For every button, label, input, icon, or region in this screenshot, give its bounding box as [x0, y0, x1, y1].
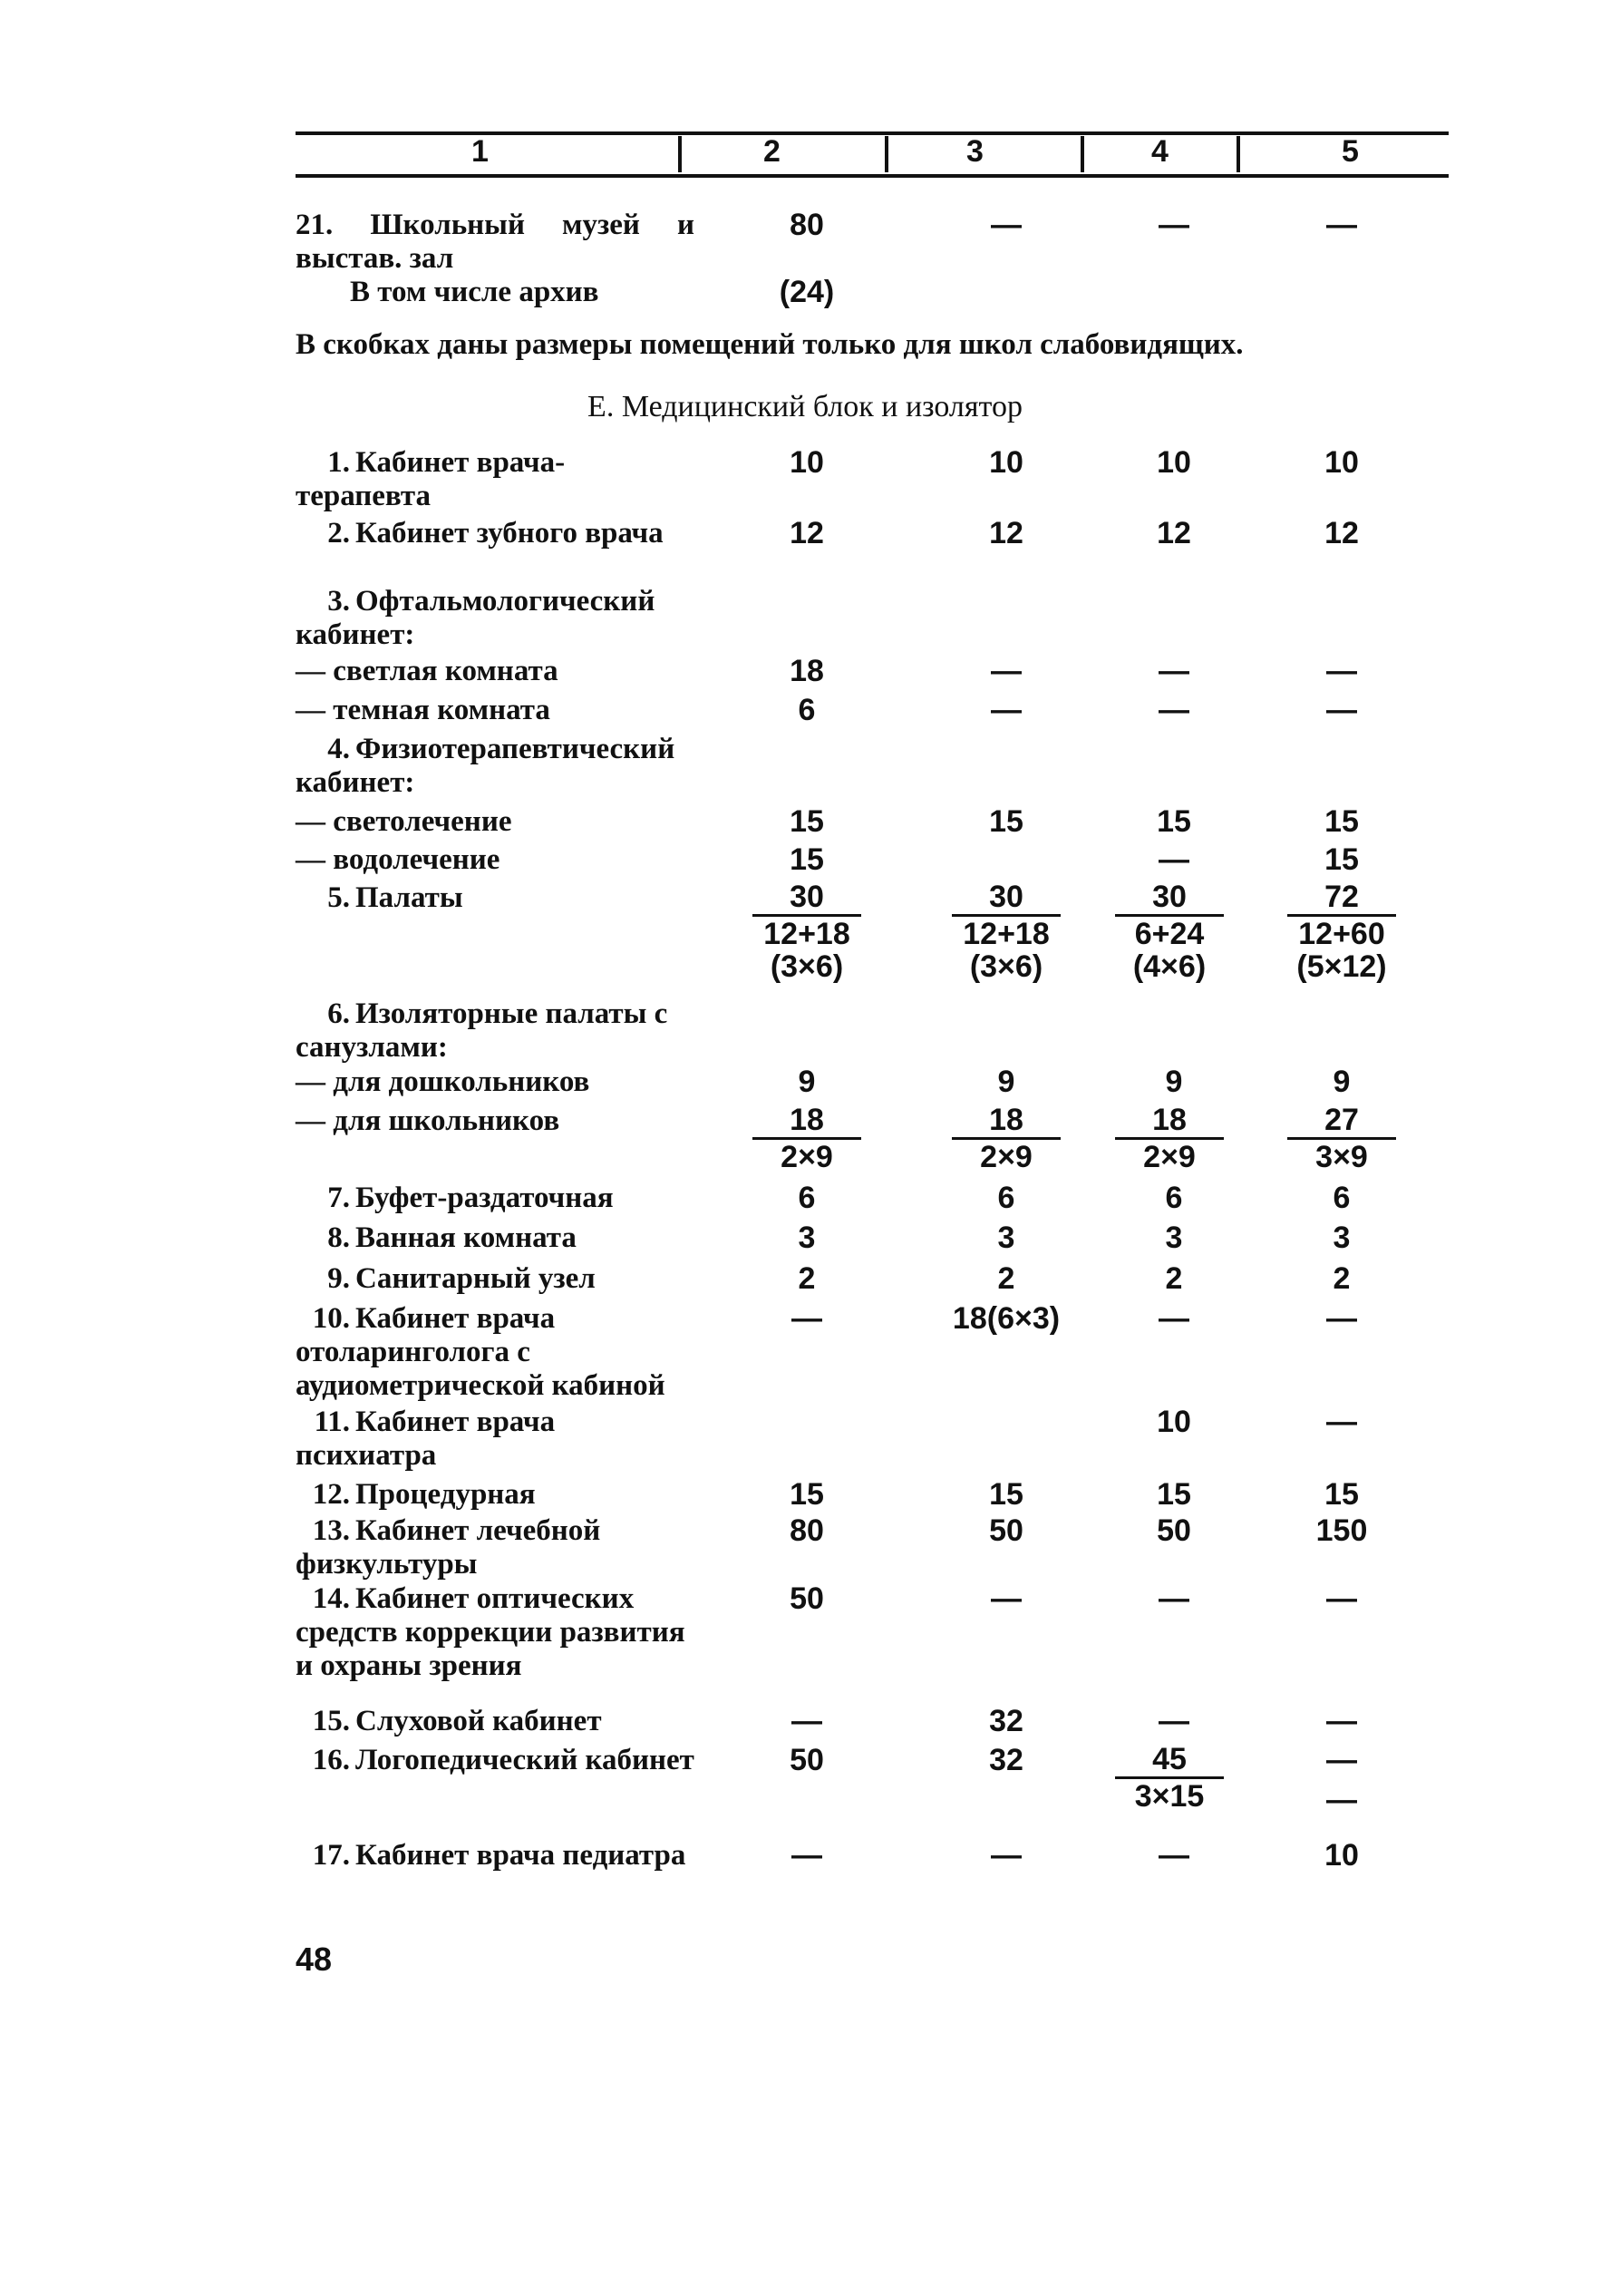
header-col-2: 2: [763, 134, 781, 169]
fraction-col-3: [952, 881, 1061, 982]
fraction-denominator: 3×15: [1134, 1779, 1205, 1814]
cell-col-5: 9: [1333, 1065, 1351, 1099]
row-text: Кабинет оптических средств коррекции развития и охраны зрения: [296, 1582, 685, 1682]
cell-col-3: 9: [997, 1065, 1015, 1099]
fraction-denominator: 12+18: [963, 917, 1050, 951]
header-top-rule: [296, 131, 1449, 135]
cell-col-4: 15: [1157, 804, 1191, 839]
header-separator: [678, 136, 682, 172]
row-number: 2.: [327, 517, 350, 550]
row-text: Кабинет зубного врача: [355, 517, 664, 550]
fraction-numerator: 45: [1115, 1744, 1224, 1779]
row-number: 11.: [314, 1406, 350, 1438]
cell-col-3: 3: [997, 1221, 1015, 1255]
cell-col-2: (24): [779, 275, 835, 309]
cell-col-3: 2: [997, 1261, 1015, 1296]
cell-col-4: —: [1159, 1704, 1189, 1738]
row-dash: —: [296, 655, 334, 687]
header-col-5: 5: [1342, 134, 1359, 169]
cell-col-4: 2: [1165, 1261, 1183, 1296]
cell-col-3: 32: [989, 1743, 1023, 1777]
cell-col-2: 3: [798, 1221, 816, 1255]
row-text: для школьников: [333, 1104, 560, 1137]
header-separator: [1237, 136, 1240, 172]
cell-col-3: —: [991, 208, 1022, 242]
row-number: 15.: [312, 1705, 350, 1737]
table-note: В скобках даны размеры помещений только для школ слабовидящих.: [296, 328, 1244, 361]
row-label: [296, 1262, 694, 1296]
header-bottom-rule: [296, 174, 1449, 178]
row-text: Школьный музей и выстав. зал: [296, 209, 694, 275]
row-text: Изоляторные палаты с санузлами:: [296, 997, 668, 1064]
header-separator: [885, 136, 888, 172]
fraction-extra: (3×6): [969, 949, 1043, 984]
row-dash: —: [296, 805, 334, 838]
cell-col-3: 15: [989, 804, 1023, 839]
row-number: 6.: [327, 997, 350, 1030]
row-text: водолечение: [333, 843, 500, 876]
cell-col-5: —: [1326, 1301, 1357, 1336]
row-number: 7.: [327, 1182, 350, 1214]
row-label: [296, 1406, 694, 1473]
row-number: 3.: [327, 585, 350, 618]
row-number: 16.: [312, 1744, 350, 1776]
row-label: [296, 1839, 694, 1873]
cell-col-4: 6: [1165, 1181, 1183, 1215]
cell-col-5: 15: [1324, 842, 1359, 877]
fraction-col-2: [752, 881, 861, 982]
cell-col-3: 10: [989, 445, 1023, 480]
fraction-numerator: 72: [1287, 881, 1396, 917]
row-text: Кабинет врача-терапевта: [296, 446, 566, 512]
cell-col-5: 15: [1324, 804, 1359, 839]
row-dash: —: [296, 843, 334, 876]
row-number: 8.: [327, 1221, 350, 1254]
cell-col-5: 12: [1324, 516, 1359, 550]
fraction-numerator: 27: [1287, 1104, 1396, 1140]
fraction-denominator: 12+18: [763, 917, 850, 951]
row-label: [296, 209, 694, 276]
row-label: [296, 1104, 694, 1138]
row-label: [296, 1744, 694, 1777]
row-label: [296, 881, 694, 915]
row-text: Слуховой кабинет: [355, 1705, 602, 1737]
fraction-denominator: 12+60: [1298, 917, 1385, 951]
cell-col-4: 50: [1157, 1513, 1191, 1548]
fraction-numerator: 18: [952, 1104, 1061, 1140]
row-number: 12.: [312, 1478, 350, 1511]
cell-col-4: 10: [1157, 1405, 1191, 1439]
row-label: [296, 1065, 694, 1099]
cell-col-2: —: [791, 1838, 822, 1873]
cell-col-2: 18: [790, 654, 824, 688]
cell-col-2: 9: [798, 1065, 816, 1099]
row-label: [296, 1582, 694, 1683]
cell-col-2: 50: [790, 1743, 824, 1777]
row-text: темная комната: [333, 694, 550, 726]
cell-col-4: —: [1159, 693, 1189, 727]
fraction-numerator: 30: [1115, 881, 1224, 917]
cell-col-2: 2: [798, 1261, 816, 1296]
cell-col-2: —: [791, 1704, 822, 1738]
cell-col-5: —: [1326, 1405, 1357, 1439]
fraction-numerator: 30: [952, 881, 1061, 917]
row-number: 14.: [312, 1582, 350, 1615]
cell-col-2: 15: [790, 804, 824, 839]
row-text: для дошкольников: [333, 1065, 590, 1098]
cell-col-5: 10: [1324, 445, 1359, 480]
header-col-1: 1: [471, 134, 489, 169]
cell-col-2: 10: [790, 445, 824, 480]
fraction-col-5: [1287, 881, 1396, 982]
cell-col-3: 50: [989, 1513, 1023, 1548]
row-number: 17.: [312, 1839, 350, 1872]
row-dash: —: [296, 1065, 334, 1098]
row-label: [296, 1705, 694, 1738]
row-number: 4.: [327, 733, 350, 765]
row-text: светлая комната: [333, 655, 558, 687]
fraction-denominator: 2×9: [1143, 1140, 1196, 1174]
row-text: Палаты: [355, 881, 463, 914]
cell-col-2: 12: [790, 516, 824, 550]
fraction-extra: (5×12): [1296, 949, 1387, 984]
cell-col-3: 6: [997, 1181, 1015, 1215]
row-text: Санитарный узел: [355, 1262, 596, 1295]
cell-col-5: —: [1326, 654, 1357, 688]
cell-col-3: —: [991, 1838, 1022, 1873]
row-text: светолечение: [333, 805, 512, 838]
cell-col-4: 12: [1157, 516, 1191, 550]
row-text: Буфет-раздаточная: [355, 1182, 614, 1214]
cell-col-3: —: [991, 654, 1022, 688]
row-number: 21.: [296, 209, 334, 241]
cell-col-3: —: [991, 693, 1022, 727]
row-dash: —: [296, 694, 334, 726]
cell-col-5: —: [1326, 1783, 1357, 1817]
row-label: [296, 585, 694, 652]
fraction-col-5: [1287, 1104, 1396, 1172]
row-label: [296, 1478, 694, 1512]
row-text: В том числе архив: [350, 276, 599, 308]
row-label: [296, 805, 694, 839]
cell-col-5: 15: [1324, 1477, 1359, 1512]
cell-col-2: 15: [790, 1477, 824, 1512]
cell-col-4: 15: [1157, 1477, 1191, 1512]
fraction-col-4: [1115, 881, 1224, 982]
fraction-numerator: 30: [752, 881, 861, 917]
row-number: 5.: [327, 881, 350, 914]
cell-col-2: 80: [790, 1513, 824, 1548]
row-number: 9.: [327, 1262, 350, 1295]
cell-col-5: 2: [1333, 1261, 1351, 1296]
cell-col-4: —: [1159, 654, 1189, 688]
cell-col-3: 15: [989, 1477, 1023, 1512]
row-text: Процедурная: [355, 1478, 536, 1511]
row-text: Кабинет врача психиатра: [296, 1406, 556, 1472]
fraction-numerator: 18: [1115, 1104, 1224, 1140]
row-label: [296, 446, 694, 513]
cell-col-5: 10: [1324, 1838, 1359, 1873]
row-text: Логопедический кабинет: [355, 1744, 694, 1776]
cell-col-3: —: [991, 1581, 1022, 1616]
header-col-4: 4: [1151, 134, 1169, 169]
cell-col-5: 6: [1333, 1181, 1351, 1215]
fraction-extra: (4×6): [1132, 949, 1207, 984]
cell-col-5: —: [1326, 208, 1357, 242]
cell-col-3: 12: [989, 516, 1023, 550]
cell-col-3: 18(6×3): [952, 1301, 1061, 1336]
fraction-col-4: [1115, 1744, 1224, 1812]
row-label: [296, 517, 694, 550]
cell-col-4: —: [1159, 1581, 1189, 1616]
row-number: 10.: [312, 1302, 350, 1335]
fraction-denominator: 2×9: [980, 1140, 1033, 1174]
cell-col-4: 3: [1165, 1221, 1183, 1255]
header-separator: [1081, 136, 1084, 172]
row-text: Ванная комната: [355, 1221, 577, 1254]
row-text: Кабинет врача педиатра: [355, 1839, 686, 1872]
fraction-col-3: [952, 1104, 1061, 1172]
cell-col-5: —: [1326, 693, 1357, 727]
cell-col-5: 3: [1333, 1221, 1351, 1255]
fraction-denominator: 6+24: [1134, 917, 1205, 951]
cell-col-3: 32: [989, 1704, 1023, 1738]
cell-col-5: 150: [1315, 1513, 1368, 1548]
row-label: [296, 1182, 694, 1215]
section-title: Е. Медицинский блок и изолятор: [587, 390, 1023, 423]
row-label: [296, 997, 694, 1065]
row-label: [296, 1514, 694, 1581]
cell-col-2: —: [791, 1301, 822, 1336]
fraction-denominator: 3×9: [1315, 1140, 1368, 1174]
row-label: [296, 733, 694, 800]
page-number: 48: [296, 1941, 333, 1978]
fraction-col-2: [752, 1104, 861, 1172]
row-number: 13.: [312, 1514, 350, 1547]
cell-col-2: 50: [790, 1581, 824, 1616]
fraction-col-4: [1115, 1104, 1224, 1172]
row-text: Кабинет лечебной физкультуры: [296, 1514, 601, 1581]
cell-col-2: 6: [798, 693, 816, 727]
fraction-numerator: 18: [752, 1104, 861, 1140]
cell-col-5: —: [1326, 1581, 1357, 1616]
cell-col-4: —: [1159, 1301, 1189, 1336]
row-label: [296, 655, 694, 688]
row-text: Кабинет врача отоларинголога с аудиометрической кабиной: [296, 1302, 665, 1402]
row-label: [296, 1221, 694, 1255]
row-dash: —: [296, 1104, 334, 1137]
cell-col-5: —: [1326, 1743, 1357, 1777]
cell-col-4: 9: [1165, 1065, 1183, 1099]
cell-col-2: 6: [798, 1181, 816, 1215]
row-number: 1.: [327, 446, 350, 479]
header-col-3: 3: [966, 134, 984, 169]
cell-col-4: 10: [1157, 445, 1191, 480]
fraction-extra: (3×6): [770, 949, 844, 984]
cell-col-4: —: [1159, 842, 1189, 877]
cell-col-2: 15: [790, 842, 824, 877]
cell-col-2: 80: [790, 208, 824, 242]
fraction-denominator: 2×9: [781, 1140, 833, 1174]
row-text: Офтальмологический кабинет:: [296, 585, 655, 651]
cell-col-5: —: [1326, 1704, 1357, 1738]
row-label: [296, 694, 694, 727]
cell-col-4: —: [1159, 1838, 1189, 1873]
cell-col-4: —: [1159, 208, 1189, 242]
row-label: [296, 843, 694, 877]
row-label: [296, 1302, 694, 1403]
row-text: Физиотерапевтический кабинет:: [296, 733, 675, 799]
